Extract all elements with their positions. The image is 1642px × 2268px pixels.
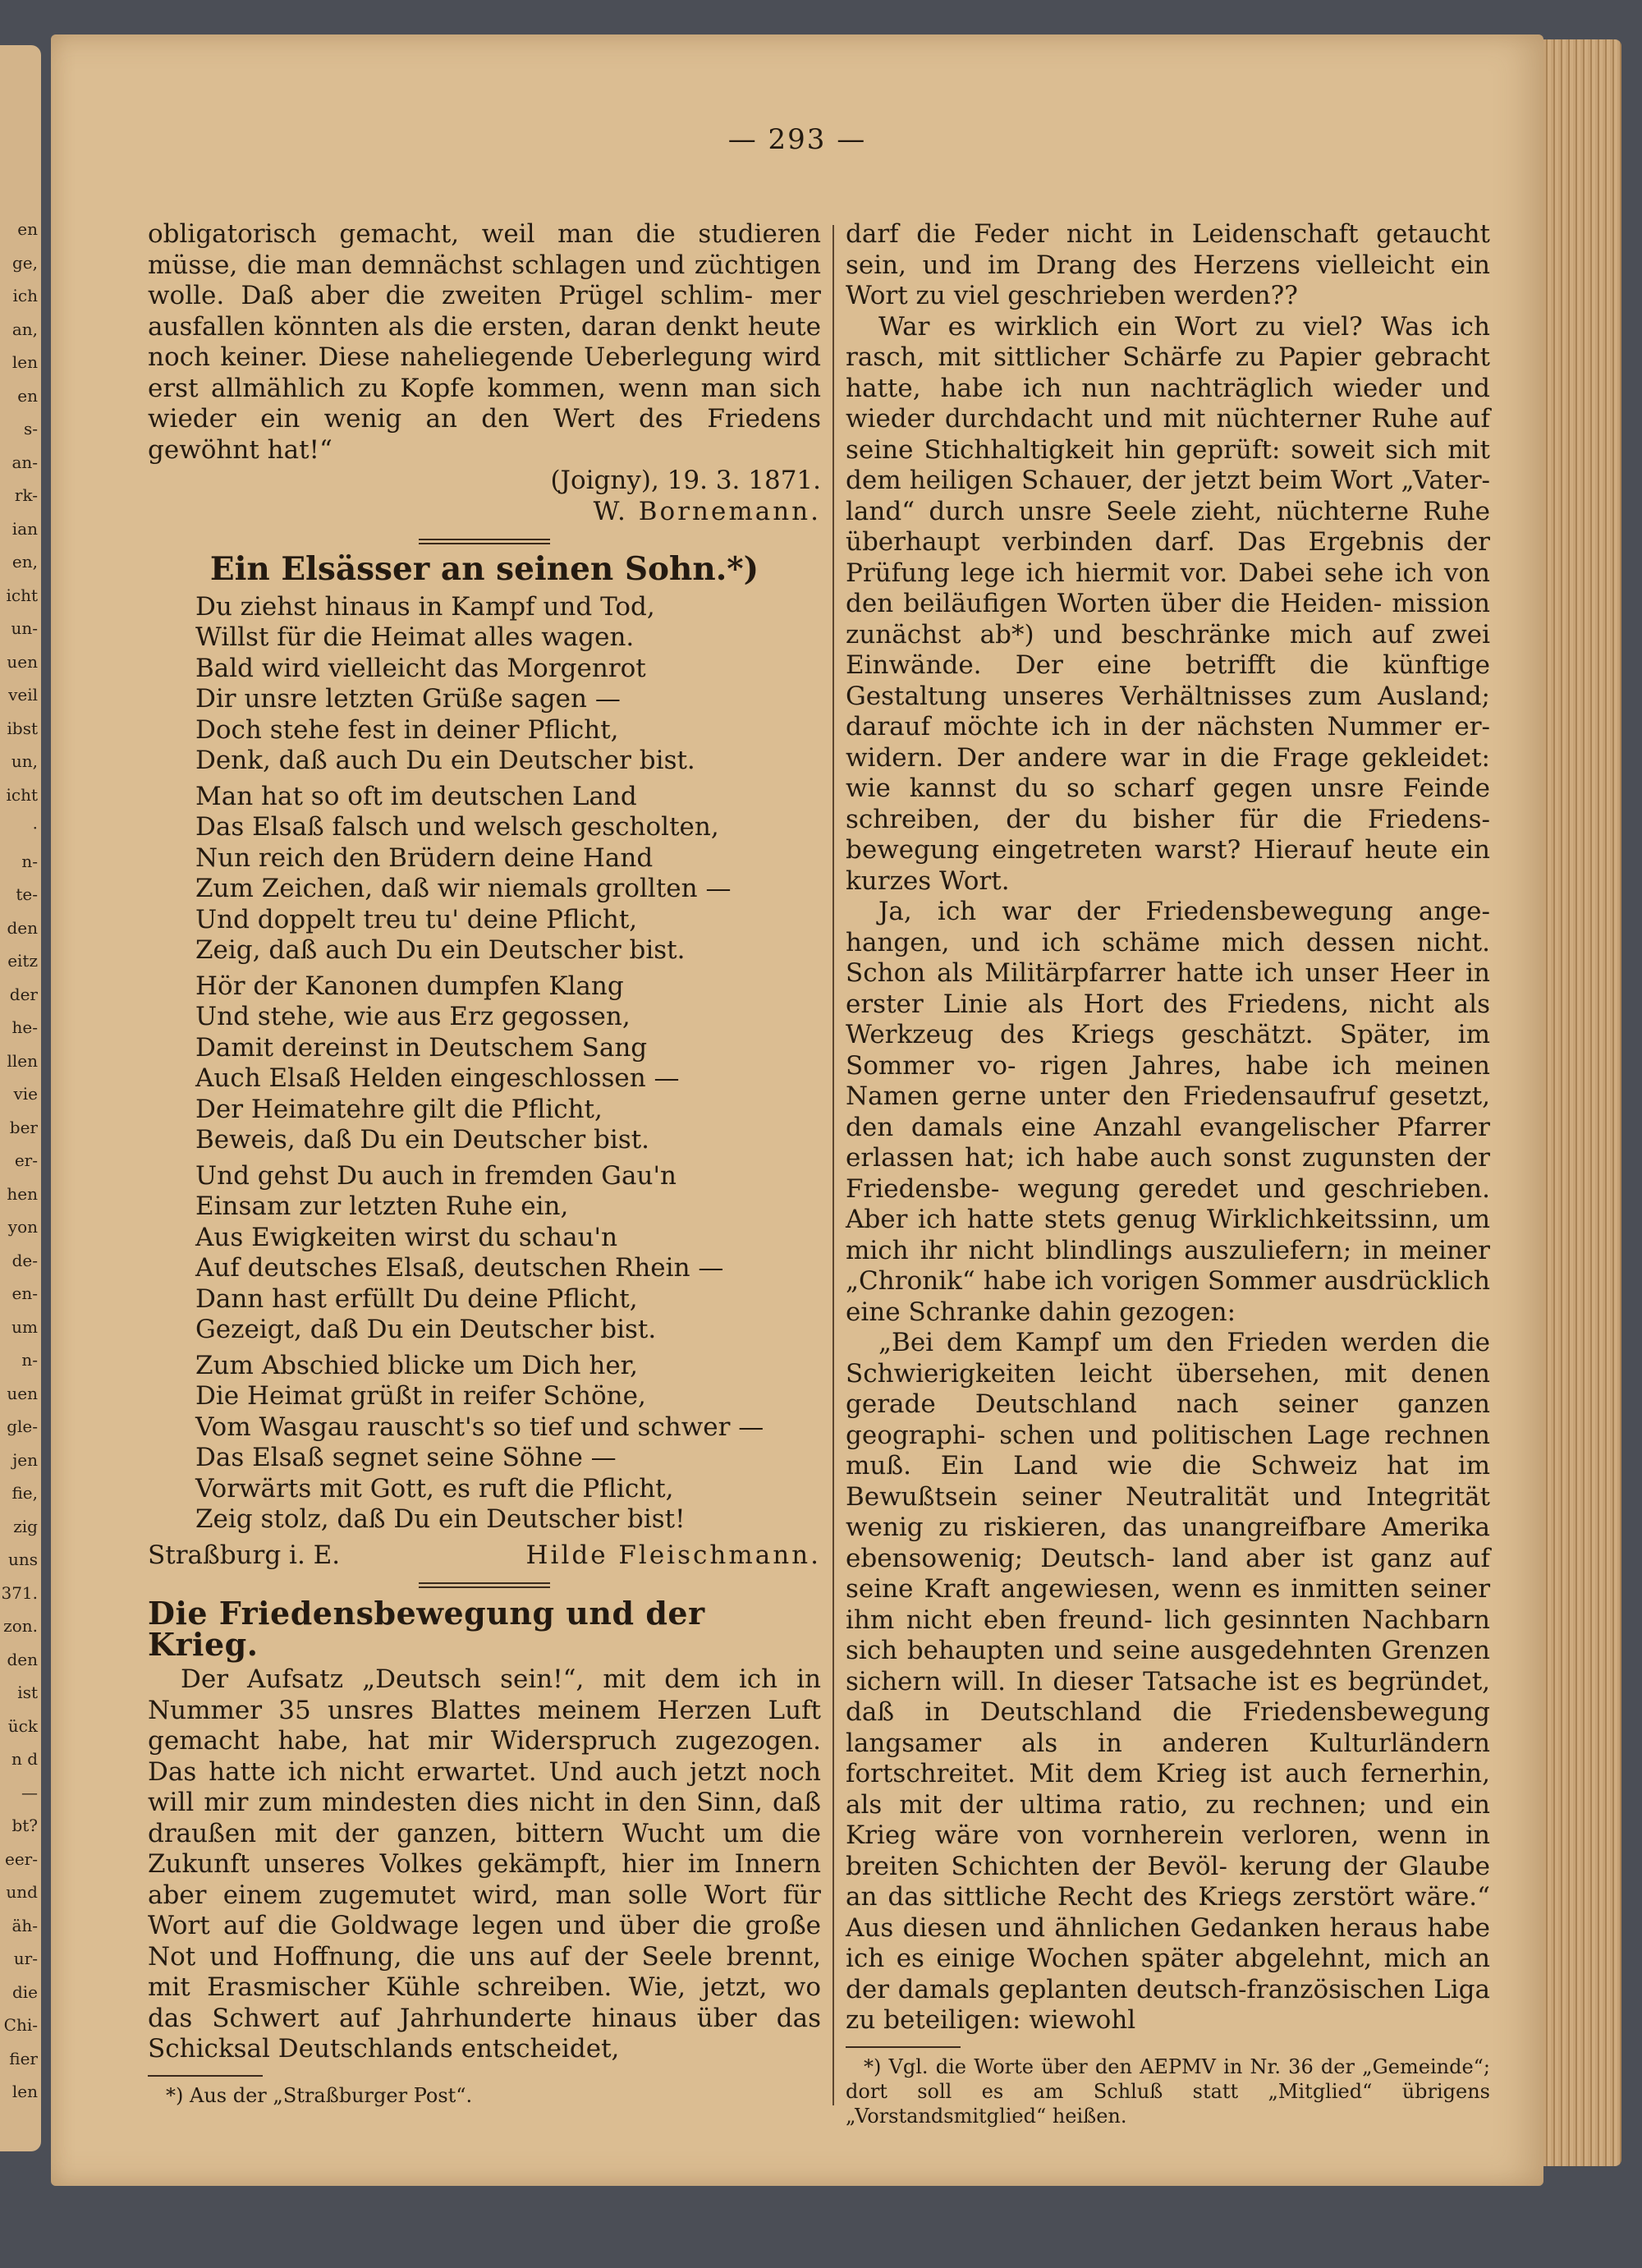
margin-fragment: ge, <box>12 252 38 273</box>
margin-fragment: vie <box>13 1084 38 1104</box>
margin-fragment: s- <box>23 419 38 438</box>
text-line: Kriegs zerstört wäre.“ Aus diesen und ähnlichen <box>846 1882 1490 1943</box>
text-line: Gedanken heraus habe ich es einige Wochen <box>846 1912 1490 1973</box>
section-separator <box>419 539 550 544</box>
margin-fragment: rk- <box>14 485 38 505</box>
poem-line: Zeig, daß auch Du ein Deutscher bist. <box>195 935 686 965</box>
poem-line: Zeig stolz, daß Du ein Deutscher bist! <box>195 1504 686 1534</box>
poem-line: Du ziehst hinaus in Kampf und Tod, <box>195 591 655 622</box>
text-line: land“ durch unsre Seele zieht, nüchterne Ruhe <box>846 496 1490 526</box>
margin-fragment: ur- <box>13 1949 38 1968</box>
poem-line: Zum Zeichen, daß wir niemals grollten — <box>195 874 732 903</box>
margin-fragment: len <box>11 352 38 372</box>
poem-author: Hilde Fleischmann. <box>525 1540 821 1570</box>
poem-line: Dann hast erfüllt Du deine Pflicht, <box>195 1283 638 1314</box>
poem-line: Und doppelt treu tu' deine Pflicht, <box>195 904 638 934</box>
text-line: daß draußen mit der ganzen, bittern Wucht um <box>148 1788 821 1848</box>
poem-line: Auf deutsches Elsaß, deutschen Rhein — <box>195 1253 724 1283</box>
text-line: mer ausfallen könnten als die ersten, daran <box>148 281 821 342</box>
text-line: den Wert des Friedens gewöhnt hat!“ <box>148 404 821 465</box>
margin-fragment: gle- <box>7 1416 38 1436</box>
text-line: als Militärpfarrer hatte ich unser Heer in erster <box>846 958 1491 1019</box>
margin-fragment: llen <box>7 1050 38 1071</box>
left-column <box>148 219 821 2108</box>
right-column <box>846 219 1490 2128</box>
margin-fragment: an- <box>11 452 38 472</box>
margin-fragment: er- <box>14 1150 38 1170</box>
text-line: rasch, mit sittlicher Schärfe zu Papier gebracht <box>846 342 1490 372</box>
margin-fragment: den <box>7 917 38 938</box>
poem-stanza <box>148 971 821 1156</box>
poem-line: Man hat so oft im deutschen Land <box>195 781 637 811</box>
text-line: Linie als Hort des Friedens, nicht als Werkzeug <box>846 989 1490 1049</box>
margin-fragment: eitz <box>7 951 38 971</box>
margin-fragment: äh- <box>11 1915 38 1935</box>
right-footnote <box>846 2055 1490 2128</box>
poem-title: Ein Elsässer an seinen Sohn.*) <box>209 550 759 588</box>
poem-line: Vorwärts mit Gott, es ruft die Pflicht, <box>195 1473 674 1504</box>
footnote-rule-right <box>846 2046 961 2048</box>
margin-fragment: en- <box>11 1283 38 1303</box>
text-line: „Bei dem Kampf um den Frieden werden <box>878 1328 1438 1357</box>
text-line: Ueberlegung wird erst allmählich zu Kopfe <box>148 342 822 403</box>
margin-fragment: Chi- <box>3 2015 38 2035</box>
page-stack-edge <box>1543 39 1621 2166</box>
text-line: unter den Friedensaufruf gesetzt, den damals <box>846 1081 1490 1142</box>
section-separator-2 <box>419 1582 550 1588</box>
poem-stanza <box>148 782 821 966</box>
poem-line: Das Elsaß falsch und welsch gescholten, <box>195 812 719 842</box>
margin-fragment: un- <box>11 618 38 638</box>
text-line: *) Vgl. die Worte über den AEPMV in Nr. 36 der <box>864 2055 1355 2078</box>
text-line: Schranke dahin gezogen: <box>908 1297 1236 1327</box>
text-line: ein kurzes Wort. <box>846 835 1490 896</box>
margin-fragment: ber <box>9 1117 38 1137</box>
right-paragraph-3 <box>846 897 1490 1328</box>
left-footnote: *) Aus der „Straßburger Post“. <box>166 2083 473 2107</box>
margin-fragment: · <box>32 818 38 838</box>
text-line: des Kriegs geschätzt. Später, im Sommer vo- <box>846 1020 1490 1081</box>
margin-fragment: bt? <box>11 1816 38 1835</box>
margin-fragment: ibst <box>7 718 38 738</box>
text-line: wolle. Daß aber die zweiten Prügel schlim- <box>148 281 754 310</box>
poem-line: Denk, daß auch Du ein Deutscher bist. <box>195 746 695 775</box>
text-line: ausgedehnten Grenzen sichern will. In dieser <box>846 1636 1491 1696</box>
text-line: Innern aber einem zugemutet wird, man solle <box>148 1849 821 1910</box>
margin-fragment: eer- <box>5 1848 38 1869</box>
book-page <box>51 34 1543 2186</box>
poem-line: Einsam zur letzten Ruhe ein, <box>195 1191 569 1221</box>
text-line: denkt heute noch keiner. Diese naheliegende <box>148 311 821 372</box>
text-line: rigen Jahres, habe ich meinen Namen gerne <box>846 1050 1490 1111</box>
text-line: von den beiläufigen Worten über die Heiden- <box>846 558 1490 618</box>
margin-fragment: an, <box>11 319 38 339</box>
margin-fragment: un, <box>11 751 38 771</box>
text-line: Kulturländern fortschreitet. Mit dem Krieg ist <box>846 1728 1491 1788</box>
margin-fragment: n- <box>21 1350 38 1370</box>
text-line: die Friedensbewegung langsamer als in anderen <box>846 1697 1490 1758</box>
poem <box>148 592 821 1536</box>
text-line: „Gemeinde“; dort soll es am Schluß statt „Mitglied“ <box>846 2055 1490 2103</box>
text-line: bewegung eingetreten warst? Hierauf heute <box>846 835 1438 865</box>
text-line: ich habe auch sonst zugunsten der Friedensbe- <box>846 1143 1490 1204</box>
text-line: Ja, ich war der Friedensbewegung ange- <box>878 897 1490 926</box>
poem-line: Aus Ewigkeiten wirst du schau'n <box>195 1222 618 1252</box>
margin-fragment: icht <box>6 784 38 805</box>
text-line: habe ich vorigen Sommer ausdrücklich eine <box>846 1266 1490 1327</box>
text-line: Seele brennt, mit Erasmischer Kühle schreiben. <box>148 1941 821 2002</box>
margin-fragment: uns <box>7 1549 38 1569</box>
margin-fragment: fie, <box>11 1483 38 1503</box>
text-line: das unangreifbare Amerika ebensowenig; Deutsch- <box>846 1513 1490 1573</box>
margin-fragment: icht <box>6 585 38 605</box>
intro-paragraph <box>148 219 821 466</box>
text-line: Prüfung lege ich hiermit vor. Dabei sehe ich <box>846 558 1433 588</box>
text-line: Der Aufsatz „Deutsch sein!“, mit dem ich in <box>181 1664 821 1694</box>
poem-line: Willst für die Heimat alles wagen. <box>195 622 635 652</box>
text-line: blindlings auszuliefern; in meiner „Chronik“ <box>846 1235 1490 1296</box>
column-divider <box>832 225 834 2105</box>
text-line: Wie, jetzt, wo das Schwert auf Jahrhunderte <box>148 1972 822 2033</box>
margin-fragment: de- <box>11 1250 38 1270</box>
text-line: wie kannst du so scharf gegen unsre Feinde <box>846 774 1490 803</box>
right-paragraph-2 <box>846 312 1490 898</box>
text-line: Das hatte ich nicht erwartet. Und auch jetzt noch <box>148 1756 821 1787</box>
margin-fragment: zon. <box>3 1616 38 1636</box>
right-paragraph-1 <box>846 219 1490 312</box>
text-line: darf die Feder nicht in Leidenschaft getaucht sein, <box>846 219 1490 280</box>
text-line: die große Not und Hoffnung, die uns auf der <box>148 1911 821 1972</box>
text-line: kerung der Glaube an das sittliche Recht des <box>846 1851 1490 1912</box>
text-line: verloren, wenn in breiten Schichten der Bevöl- <box>846 1820 1490 1881</box>
margin-fragment: en, <box>11 552 38 572</box>
text-line: will mir zum mindesten dies nicht in den Sinn, <box>148 1788 763 1817</box>
poem-line: Bald wird vielleicht das Morgenrot <box>195 653 646 683</box>
poem-line: Die Heimat grüßt in reifer Schöne, <box>195 1381 646 1411</box>
text-line: und im Drang des Herzens vielleicht ein Wort zu <box>846 250 1490 310</box>
text-line: wegung geredet und geschrieben. Aber ich hatte <box>846 1173 1490 1234</box>
text-line: zwei Einwände. Der eine betrifft die künftige <box>846 619 1490 680</box>
margin-fragment: n d <box>11 1749 38 1769</box>
poem-line: Gezeigt, daß Du ein Deutscher bist. <box>195 1315 657 1344</box>
text-line: Wort für Wort auf die Goldwage legen und über <box>148 1880 821 1940</box>
poem-line: Doch stehe fest in deiner Pflicht, <box>195 714 619 745</box>
margin-fragment: — <box>21 1782 38 1802</box>
text-line: müsse, die man demnächst schlagen und züchtigen <box>148 250 821 280</box>
poem-line: Hör der Kanonen dumpfen Klang <box>195 971 624 1001</box>
poem-line: Und stehe, wie aus Erz gegossen, <box>195 1002 631 1031</box>
text-line: mission zunächst ab*) und beschränke mich auf <box>846 589 1490 650</box>
page-number: — 293 — <box>727 123 867 156</box>
margin-fragment: ich <box>12 286 38 305</box>
margin-fragment: ian <box>11 518 38 539</box>
poem-place: Straßburg i. E. <box>148 1540 341 1570</box>
text-line: eine Anzahl evangelischer Pfarrer erlassen hat; <box>846 1112 1490 1173</box>
poem-line: Damit dereinst in Deutschem Sang <box>195 1032 648 1063</box>
margin-fragment: die <box>11 1981 38 2002</box>
text-line: gemacht habe, hat mir Widerspruch zugezogen. <box>148 1726 821 1756</box>
margin-fragment: n- <box>21 851 38 871</box>
margin-fragment: yon <box>7 1217 38 1237</box>
text-line: gerade Deutschland nach seiner ganzen geographi- <box>846 1389 1490 1450</box>
margin-fragment: fier <box>9 2048 38 2068</box>
poem-line: Das Elsaß segnet seine Söhne — <box>195 1443 617 1472</box>
text-line: hangen, und ich schäme mich dessen nicht. Schon <box>846 927 1490 988</box>
right-paragraph-4 <box>846 1328 1490 2036</box>
text-line: stets genug Wirklichkeitssinn, um mich ihr nicht <box>846 1205 1490 1265</box>
text-line: heiligen Schauer, der jetzt beim Wort „Vater- <box>909 466 1491 495</box>
text-line: Gestaltung unseres Verhältnisses zum Ausland; <box>846 681 1490 711</box>
margin-fragment: der <box>9 984 38 1004</box>
margin-fragment: len <box>11 2082 38 2101</box>
text-line: wenn es inmitten seiner ihm nicht eben freund- <box>846 1574 1491 1635</box>
poem-line: Und gehst Du auch in fremden Gau'n <box>195 1160 677 1191</box>
margin-fragment: uen <box>7 1383 38 1403</box>
margin-fragment: den <box>7 1649 38 1669</box>
poem-line: Nun reich den Brüdern deine Hand <box>195 842 654 873</box>
poem-line: Dir unsre letzten Grüße sagen — <box>195 684 621 714</box>
text-line: obligatorisch gemacht, weil man die studieren <box>148 219 821 249</box>
text-line: die Schwierigkeiten leicht übersehen, mit denen <box>846 1328 1491 1389</box>
margin-fragment: uen <box>7 651 38 672</box>
article-title: Die Friedensbewegung und der Krieg. <box>148 1595 705 1663</box>
margin-fragment: te- <box>16 884 38 904</box>
poem-stanza <box>148 592 821 777</box>
text-line: hatte, habe ich nun nachträglich wieder und wieder <box>846 373 1490 434</box>
footnote-rule <box>148 2075 263 2077</box>
text-line: rechnen; und ein Krieg wäre von vornherein <box>846 1789 1490 1850</box>
text-line: hinaus über das Schicksal Deutschlands entscheidet, <box>148 2003 822 2064</box>
margin-fragment: en <box>17 219 38 239</box>
margin-fragment: jen <box>12 1449 38 1470</box>
text-line: darauf möchte ich in der nächsten Nummer er- <box>846 712 1490 741</box>
margin-fragment: hen <box>7 1183 38 1204</box>
text-line: lich gesinnten Nachbarn sich behaupten und seine <box>846 1605 1491 1665</box>
margin-fragment: und <box>6 1882 38 1902</box>
text-line: durchdacht und mit nüchterner Ruhe auf seine <box>846 404 1490 465</box>
previous-page-edge <box>0 45 41 2151</box>
margin-fragment: he- <box>11 1017 38 1037</box>
poem-line: Zum Abschied blicke um Dich her, <box>195 1350 638 1380</box>
text-line: später abgelehnt, mich an der damals geplanten <box>846 1944 1490 2004</box>
poem-line: Beweis, daß Du ein Deutscher bist. <box>195 1125 650 1155</box>
article-paragraph <box>148 1664 821 2065</box>
margin-fragment: veil <box>8 685 38 705</box>
text-line: Stichhaltigkeit hin geprüft: soweit sich mit dem <box>846 434 1490 495</box>
text-line: Neutralität und Integrität wenig zu riskieren, <box>846 1481 1491 1542</box>
poem-line: Auch Elsaß Helden eingeschlossen — <box>195 1063 680 1093</box>
text-line: schreiben, der du bisher für die Friedens- <box>846 804 1490 834</box>
author-signature: W. Bornemann. <box>593 496 821 526</box>
text-line: War es wirklich ein Wort zu viel? Was ich <box>878 311 1490 342</box>
text-line: kommen, wenn man sich wieder ein wenig an <box>148 373 822 434</box>
margin-fragment: um <box>11 1316 38 1337</box>
margin-fragment: en <box>17 385 38 406</box>
text-line: Nummer 35 unsres Blattes meinem Herzen Luft <box>148 1695 821 1725</box>
margin-fragment: zig <box>13 1516 38 1536</box>
text-line: land aber ist ganz auf seine Kraft angewiesen, <box>846 1543 1490 1604</box>
place-date: (Joigny), 19. 3. 1871. <box>550 466 821 495</box>
text-line: widern. Der andere war in die Frage gekleidet: <box>846 742 1490 773</box>
text-line: Land wie die Schweiz hat im Bewußtsein seiner <box>846 1451 1490 1512</box>
poem-line: Vom Wasgau rauscht's so tief und schwer — <box>195 1412 764 1442</box>
margin-fragment: 371. <box>1 1582 38 1603</box>
poem-stanza <box>148 1351 821 1536</box>
poem-signature <box>148 1540 821 1572</box>
text-line: auch fernerhin, als mit der ultima ratio, zu <box>846 1759 1490 1820</box>
text-line: schen und politischen Lage rechnen muß. Ein <box>846 1420 1490 1481</box>
text-line: übrigens „Vorstandsmitglied“ heißen. <box>846 2079 1490 2128</box>
margin-fragment: ück <box>7 1715 38 1736</box>
poem-stanza <box>148 1161 821 1346</box>
poem-line: Der Heimatehre gilt die Pflicht, <box>195 1094 603 1124</box>
margin-fragment: ist <box>17 1683 38 1702</box>
text-line: viel geschrieben werden?? <box>953 281 1298 310</box>
text-line: überhaupt verbinden darf. Das Ergebnis der <box>846 527 1490 557</box>
text-line: die Zukunft unseres Volkes gekämpft, hier im <box>148 1818 822 1879</box>
text-line: deutsch-französischen Liga zu beteiligen: wiewohl <box>846 1974 1490 2035</box>
text-line: Tatsache ist es begründet, daß in Deutschland <box>846 1666 1491 1727</box>
